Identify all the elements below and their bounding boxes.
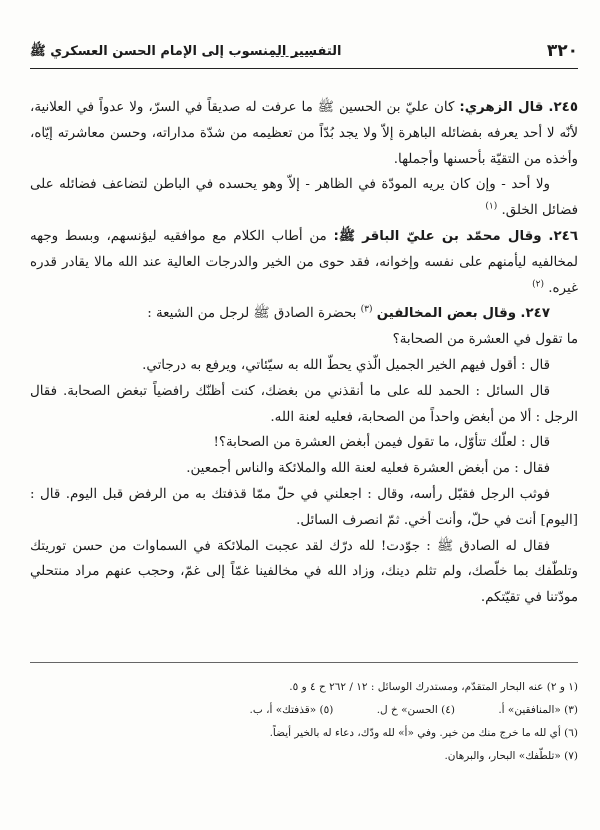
page-number: ٣٢٠ [546, 41, 578, 61]
dialogue-line: فوثب الرجل فقبّل رأسه، وقال : اجعلني في حلّ ممّا قذفتك به من الرفض قبل اليوم. قال : [اليوم] أنت في حلّ، وأنت أخي. ثمّ انصرف السائل. [30, 486, 578, 528]
footnote-ref: (٢) [532, 279, 545, 290]
main-text [30, 95, 578, 611]
footnote: (٥) «قذفتك» أ، ب. [249, 704, 334, 716]
dialogue-line: فقال له الصادق ﷺ : جوّدت! لله درّك لقد عجبت الملائكة في السماوات من حسن توريتك وتلطّفك بما خلّصك، ولم تثلم دينك، وزاد الله في مخالفينا غمّاً إلى غمّ، وحجب عنهم مراد منتحلي مودّتنا في تقيّتكم. [30, 538, 578, 606]
section-intro: بحضرة الصادق ﷺ لرجل من الشيعة : [147, 306, 357, 322]
section-heading: قال الزهري [464, 100, 544, 115]
dialogue-line: قال : أقول فيهم الخير الجميل الّذي يحطّ الله به سيّئاتي، ويرفع به درجاتي. [142, 357, 550, 373]
running-title: التفسير المنسوب إلى الإمام الحسن العسكري ﷺ [30, 44, 342, 59]
section-246: ٢٤٦. وقال محمّد بن عليّ الباقر ﷺ: من أطاب الكلام مع موافقيه ليؤنسهم، وبسط وجهه لمخالفيه ليأمنهم على نفسه وإخوانه، فقد حوى من الخير والدرجات العالية عند الله مالا يقادر قدره غيره. $^{(٢)}$ [30, 228, 578, 296]
dialogue-line: قال السائل : الحمد لله على ما أنقذني من بغضك، كنت أظنّك رافضياً تبغض الصحابة. فقال الرجل : ألا من أبغض واحداً من الصحابة، فعليه لعنة الله. [30, 383, 578, 425]
footnote-ref: (١) [485, 201, 498, 212]
footnote: (٦) أي لله ما خرج منك من خير. وفي «أ» لله ودّك، دعاء له بالخير أيضاً. [269, 727, 578, 739]
dialogue-line: ما تقول في العشرة من الصحابة؟ [392, 332, 578, 348]
footnote: (٤) الحسن» خ ل. [376, 704, 455, 716]
paragraph: كان عليّ بن الحسين ﷺ ما عرفت له صديقاً في السرّ، ولا عدواً في العلانية، لأنّه لا أحد يعرفه بفضائله الباهرة إلاّ ولا يجد بُدّاً من تعظيمه من شدّة مداراته، وحسن معاشرته إيّاه، وأخذه من التقيّة بأحسنها وأجملها. [30, 100, 578, 167]
section-heading: وقال بعض المخالفين [376, 306, 517, 322]
footnote-row [30, 699, 578, 722]
footnote: (٧) «تلطّفك» البحار، والبرهان. [444, 750, 578, 762]
paragraph-continued: ولا أحد - وإن كان يريه المودّة في الظاهر - إلاّ وهو يحسده في الباطن لتضاعف فضائله على فضائل الخلق. $^{(١)}$ [30, 177, 578, 219]
section-247 [30, 301, 578, 327]
footnotes [30, 676, 578, 768]
section-245: ٢٤٥. قال الزهري: كان عليّ بن الحسين ﷺ ما عرفت له صديقاً في السرّ، ولا عدواً في العلانية، لأنّه لا أحد يعرفه بفضائله الباهرة إلاّ ولا يجد بُدّاً من تعظيمه من شدّة مداراته، وحسن معاشرته إيّاه، وأخذه من التقيّة بأحسنها وأجملها. [30, 100, 578, 167]
section-number: ٢٤٦. [548, 228, 578, 244]
paragraph: من أطاب الكلام مع موافقيه ليؤنسهم، وبسط وجهه لمخالفيه ليأمنهم على نفسه وإخوانه، فقد حوى من الخير والدرجات العالية عند الله مالا يقادر قدره غيره. [30, 228, 578, 296]
page-header [30, 38, 578, 69]
footnote: (١ و ٢) عنه البحار المتقدّم، ومستدرك الوسائل : ١٢ / ٢٦٢ ح ٤ و ٥. [289, 681, 578, 693]
footnote-divider [30, 662, 578, 663]
section-heading: وقال محمّد بن عليّ الباقر ﷺ [338, 228, 542, 244]
dialogue-line: فقال : من أبغض العشرة فعليه لعنة الله والملائكة والناس أجمعين. [186, 461, 550, 477]
dialogue-line: قال : لعلّك تتأوّل، ما تقول فيمن أبغض العشرة من الصحابة؟! [213, 435, 550, 451]
footnote: (٣) «المنافقين» أ. [498, 704, 578, 716]
footnote-ref: (٣) [360, 304, 373, 315]
section-number: ٢٤٧. [520, 306, 550, 322]
section-number: ٢٤٥. [548, 100, 578, 115]
